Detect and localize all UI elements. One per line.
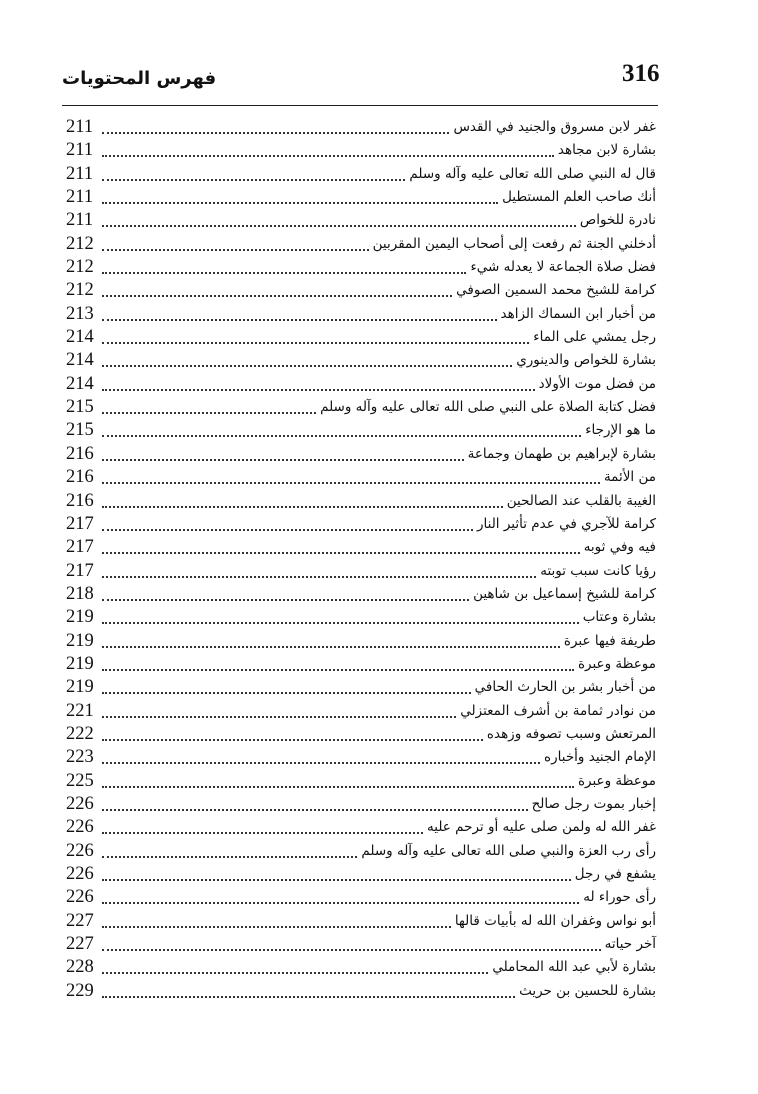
toc-page-number: 212	[66, 280, 94, 301]
toc-page-number: 214	[66, 373, 94, 394]
toc-page-number: 211	[66, 140, 94, 161]
toc-entry-title: بشارة للخواص والدينوري	[516, 352, 656, 369]
header-title: فهرس المحتويات	[62, 68, 217, 89]
toc-entry-title: من فضل موت الأولاد	[538, 375, 656, 392]
toc-entry	[66, 373, 656, 396]
toc-entry-title: من الأئمة	[603, 469, 656, 486]
toc-page-number: 216	[66, 490, 94, 511]
toc-entry	[66, 583, 656, 606]
toc-entry-title: من أخبار ابن السماك الزاهد	[500, 305, 656, 322]
toc-leader-dots	[102, 272, 466, 274]
toc-entry	[66, 349, 656, 372]
toc-page-number: 219	[66, 607, 94, 628]
toc-entry-title: كرامة للآجري في عدم تأثير النار	[476, 515, 656, 532]
toc-entry-title: أدخلني الجنة ثم رفعت إلى أصحاب اليمين المقربين	[372, 235, 656, 252]
toc-leader-dots	[102, 599, 469, 601]
toc-entry-title: ما هو الإرجاء	[585, 422, 656, 439]
toc-leader-dots	[102, 249, 369, 251]
toc-leader-dots	[102, 319, 497, 321]
toc-entry	[66, 443, 656, 466]
toc-entry-title: كرامة للشيخ محمد السمين الصوفي	[456, 282, 656, 299]
header-rule	[62, 105, 658, 106]
toc-leader-dots	[102, 646, 560, 648]
table-of-contents	[66, 116, 656, 1003]
toc-leader-dots	[102, 786, 574, 788]
toc-leader-dots	[102, 692, 471, 694]
toc-leader-dots	[102, 879, 571, 881]
toc-leader-dots	[102, 902, 579, 904]
toc-entry	[66, 256, 656, 279]
toc-leader-dots	[102, 365, 512, 367]
toc-page-number: 212	[66, 257, 94, 278]
toc-leader-dots	[102, 506, 503, 508]
toc-entry-title: بشارة لإبراهيم بن طهمان وجماعة	[467, 445, 656, 462]
toc-leader-dots	[102, 996, 515, 998]
toc-entry-title: رجل يمشي على الماء	[533, 329, 656, 346]
toc-page-number: 217	[66, 560, 94, 581]
toc-page-number: 214	[66, 327, 94, 348]
toc-entry	[66, 746, 656, 769]
toc-entry-title: من أخبار بشر بن الحارث الحافي	[474, 679, 656, 696]
toc-page-number: 226	[66, 817, 94, 838]
toc-entry	[66, 419, 656, 442]
toc-leader-dots	[102, 389, 535, 391]
toc-leader-dots	[102, 132, 449, 134]
page-number: 316	[622, 60, 660, 87]
toc-entry	[66, 630, 656, 653]
toc-page-number: 211	[66, 163, 94, 184]
toc-entry	[66, 303, 656, 326]
toc-entry	[66, 793, 656, 816]
toc-page-number: 223	[66, 747, 94, 768]
toc-page-number: 217	[66, 537, 94, 558]
toc-entry-title: يشفع في رجل	[574, 866, 656, 882]
toc-leader-dots	[102, 295, 452, 297]
toc-entry	[66, 536, 656, 559]
toc-entry	[66, 910, 656, 933]
toc-leader-dots	[102, 832, 423, 834]
toc-entry	[66, 466, 656, 489]
toc-entry	[66, 209, 656, 232]
toc-page-number: 216	[66, 443, 94, 464]
toc-entry	[66, 816, 656, 839]
toc-entry-title: كرامة للشيخ إسماعيل بن شاهين	[473, 585, 656, 602]
toc-entry	[66, 723, 656, 746]
toc-entry-title: موعظة وعبرة	[577, 772, 656, 789]
toc-page-number: 217	[66, 513, 94, 534]
toc-entry-title: قال له النبي صلى الله تعالى عليه وآله وسلم	[409, 165, 656, 182]
toc-page-number: 227	[66, 910, 94, 931]
toc-page-number: 216	[66, 467, 94, 488]
toc-page-number: 211	[66, 117, 94, 137]
toc-entry	[66, 863, 656, 886]
toc-entry	[66, 653, 656, 676]
toc-page-number: 215	[66, 397, 94, 418]
toc-leader-dots	[102, 552, 580, 554]
toc-entry-title: فضل كتابة الصلاة على النبي صلى الله تعالى عليه وآله وسلم	[320, 399, 656, 416]
toc-page-number: 225	[66, 770, 94, 791]
toc-entry-title: أنك صاحب العلم المستطيل	[502, 189, 656, 206]
toc-page-number: 214	[66, 350, 94, 371]
toc-entry	[66, 513, 656, 536]
toc-entry	[66, 326, 656, 349]
toc-leader-dots	[102, 459, 464, 461]
toc-entry-title: فيه وفي ثوبه	[583, 539, 656, 556]
toc-entry	[66, 770, 656, 793]
toc-entry-title: من نوادر ثمامة بن أشرف المعتزلي	[460, 702, 656, 719]
toc-entry-title: آخر حياته	[604, 936, 656, 953]
toc-leader-dots	[102, 949, 601, 951]
toc-page-number: 226	[66, 840, 94, 861]
toc-entry-title: إخبار بموت رجل صالح	[531, 795, 656, 812]
toc-entry-title: أبو نواس وغفران الله له بأبيات قالها	[454, 912, 656, 929]
toc-entry	[66, 700, 656, 723]
toc-page-number: 211	[66, 210, 94, 231]
toc-entry-title: نادرة للخواص	[579, 212, 656, 229]
toc-leader-dots	[102, 412, 316, 414]
toc-entry	[66, 956, 656, 979]
toc-entry	[66, 606, 656, 629]
toc-entry-title: طريفة فيها عبرة	[563, 632, 656, 649]
toc-entry	[66, 116, 656, 139]
toc-page-number: 218	[66, 583, 94, 604]
toc-page-number: 211	[66, 187, 94, 208]
toc-page-number: 226	[66, 887, 94, 908]
toc-leader-dots	[102, 762, 540, 764]
toc-entry-title: بشارة للحسين بن حريث	[519, 982, 656, 999]
toc-entry	[66, 186, 656, 209]
toc-page-number: 226	[66, 864, 94, 884]
toc-leader-dots	[102, 482, 600, 484]
toc-page-number: 219	[66, 677, 94, 698]
toc-page-number: 228	[66, 957, 94, 978]
toc-leader-dots	[102, 739, 483, 741]
toc-page-number: 222	[66, 723, 94, 744]
toc-entry	[66, 980, 656, 1003]
toc-leader-dots	[102, 972, 488, 974]
toc-entry-title: موعظة وعبرة	[577, 655, 656, 672]
toc-entry-title: فضل صلاة الجماعة لا يعدله شيء	[470, 259, 656, 276]
toc-leader-dots	[102, 926, 451, 928]
toc-leader-dots	[102, 856, 357, 858]
toc-entry-title: غفر الله له ولمن صلى عليه أو ترحم عليه	[427, 819, 656, 836]
toc-page-number: 212	[66, 233, 94, 254]
toc-entry-title: رأى حوراء له	[583, 889, 656, 906]
toc-entry	[66, 560, 656, 583]
toc-leader-dots	[102, 179, 405, 181]
toc-page-number: 221	[66, 700, 94, 721]
toc-page-number: 219	[66, 630, 94, 651]
toc-entry-title: بشارة وعتاب	[582, 609, 656, 626]
toc-leader-dots	[102, 202, 498, 204]
toc-leader-dots	[102, 225, 576, 227]
toc-entry-title: المرتعش وسبب تصوفه وزهده	[486, 725, 656, 742]
toc-entry-title: رأى رب العزة والنبي صلى الله تعالى عليه وآله وسلم	[361, 842, 656, 859]
toc-entry-title: غفر لابن مسروق والجنيد في القدس	[453, 119, 656, 135]
toc-entry-title: بشارة لأبي عبد الله المحاملي	[492, 959, 656, 976]
toc-entry	[66, 840, 656, 863]
toc-entry	[66, 163, 656, 186]
toc-entry	[66, 279, 656, 302]
toc-entry-title: الإمام الجنيد وأخباره	[544, 749, 656, 766]
toc-page-number: 227	[66, 934, 94, 955]
toc-page-number: 226	[66, 793, 94, 814]
page-header	[62, 60, 658, 100]
toc-entry-title: رؤيا كانت سبب توبته	[540, 562, 656, 579]
toc-entry	[66, 933, 656, 956]
toc-leader-dots	[102, 435, 581, 437]
toc-page-number: 213	[66, 303, 94, 324]
toc-entry	[66, 139, 656, 162]
toc-entry-title: الغيبة بالقلب عند الصالحين	[506, 492, 656, 509]
toc-leader-dots	[102, 716, 456, 718]
toc-entry-title: بشارة لابن مجاهد	[557, 142, 656, 159]
toc-entry	[66, 676, 656, 699]
toc-leader-dots	[102, 155, 554, 157]
toc-leader-dots	[102, 809, 528, 811]
toc-entry	[66, 396, 656, 419]
toc-entry	[66, 490, 656, 513]
toc-page-number: 215	[66, 420, 94, 441]
toc-entry	[66, 233, 656, 256]
toc-entry	[66, 886, 656, 909]
toc-leader-dots	[102, 342, 529, 344]
toc-leader-dots	[102, 529, 473, 531]
toc-leader-dots	[102, 669, 574, 671]
toc-page-number: 229	[66, 980, 94, 1001]
toc-leader-dots	[102, 576, 536, 578]
toc-leader-dots	[102, 622, 579, 624]
toc-page-number: 219	[66, 653, 94, 674]
